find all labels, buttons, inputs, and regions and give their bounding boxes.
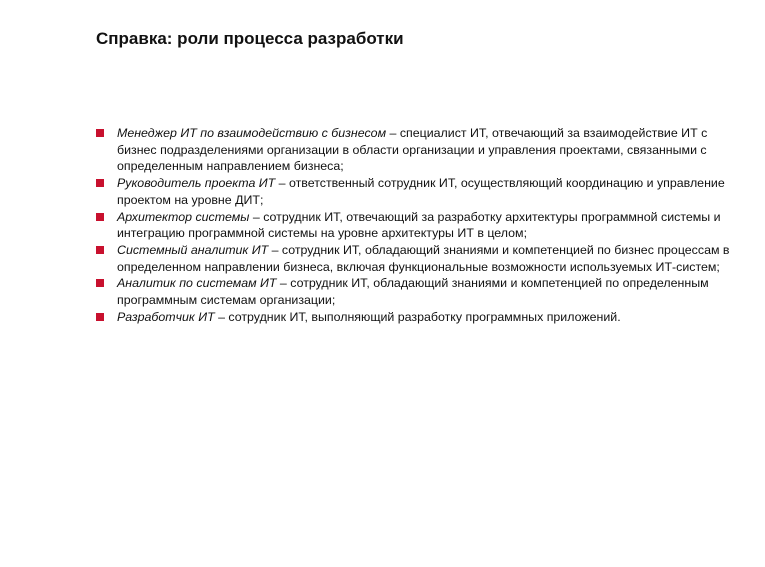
role-item bbox=[96, 175, 736, 208]
role-description: – сотрудник ИТ, обладающий знаниями и компетенцией по определенным программным системам организации; bbox=[117, 276, 709, 308]
role-term: Разработчик ИТ bbox=[117, 309, 215, 324]
role-item bbox=[96, 275, 736, 308]
role-item bbox=[96, 209, 736, 242]
square-bullet-icon bbox=[96, 213, 104, 221]
role-item bbox=[96, 309, 736, 326]
role-term: Аналитик по системам ИТ bbox=[117, 276, 277, 291]
role-description: – сотрудник ИТ, выполняющий разработку программных приложений. bbox=[214, 309, 621, 324]
role-description: – ответственный сотрудник ИТ, осуществляющий координацию и управление проектом на уровне ДИТ; bbox=[117, 176, 725, 207]
role-term: Руководитель проекта ИТ bbox=[117, 176, 276, 191]
role-description: – сотрудник ИТ, отвечающий за разработку архитектуры программной системы и интеграцию программной системы на уровне архитектуры ИТ в целом; bbox=[117, 209, 721, 241]
role-term: Менеджер ИТ по взаимодействию с бизнесом bbox=[117, 126, 387, 140]
slide-title: Справка: роли процесса разработки bbox=[96, 29, 404, 48]
square-bullet-icon bbox=[96, 246, 104, 254]
role-description: – специалист ИТ, отвечающий за взаимодействие ИТ с бизнес подразделениями организации в области организации и управления проектами, связанными с определенным направлением бизнеса; bbox=[117, 126, 708, 174]
role-description: – сотрудник ИТ, обладающий знаниями и компетенцией по бизнес процессам в определенном направлении бизнеса, включая функциональные возможности используемых ИТ-систем; bbox=[117, 242, 730, 274]
role-item bbox=[96, 242, 736, 275]
role-item bbox=[96, 125, 736, 175]
role-term: Системный аналитик ИТ bbox=[117, 242, 269, 257]
square-bullet-icon bbox=[96, 179, 104, 187]
square-bullet-icon bbox=[96, 129, 104, 137]
square-bullet-icon bbox=[96, 279, 104, 287]
square-bullet-icon bbox=[96, 313, 104, 321]
roles-list bbox=[96, 125, 736, 325]
role-term: Архитектор системы bbox=[117, 209, 250, 224]
